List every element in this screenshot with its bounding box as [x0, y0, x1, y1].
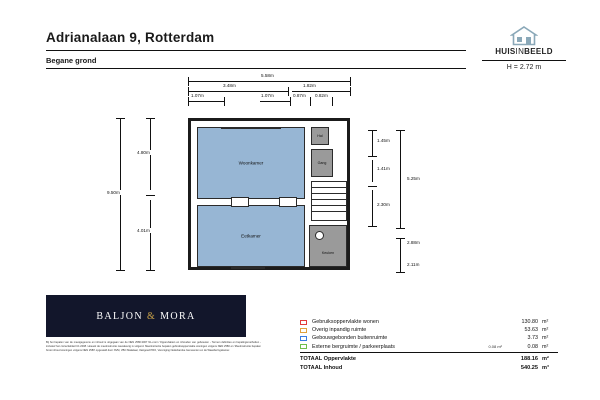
dim-right-total-line: [400, 130, 401, 228]
tick: [396, 228, 405, 229]
dim-top-f: 0.82m: [315, 93, 328, 98]
dim-right-d: 2.88m: [407, 240, 420, 245]
dim-top-e: 0.87m: [293, 93, 306, 98]
door-opening: [231, 197, 249, 207]
agency-logo-block: [46, 295, 246, 337]
dim-top-d: 1.07m: [261, 93, 274, 98]
legend-value: 130.80: [521, 319, 538, 326]
dim-top-c-line: [188, 101, 224, 102]
total-unit: m²: [542, 356, 549, 363]
stove-icon: [315, 231, 324, 240]
dim-top-total: 5.58m: [261, 73, 274, 78]
tick: [310, 97, 311, 106]
tick: [332, 97, 333, 106]
stair-step: [311, 193, 347, 194]
tick: [368, 186, 377, 187]
stair-step: [311, 187, 347, 188]
dim-top-b: 1.82m: [303, 83, 316, 88]
legend-unit: m²: [542, 319, 549, 326]
stair-step: [311, 205, 347, 206]
tick: [396, 238, 405, 239]
legend-unit: m²: [542, 335, 549, 342]
legend-label: Gebruiksoppervlakte wonen: [312, 319, 379, 326]
logo-divider: [482, 60, 566, 61]
logo-text-part2: IN: [515, 47, 525, 56]
tick: [188, 77, 189, 86]
agency-name-amp: &: [146, 310, 157, 322]
page-title: Adrianalaan 9, Rotterdam: [46, 30, 215, 45]
area-legend: [300, 318, 558, 372]
tick: [224, 97, 225, 106]
total-label: TOTAAL Oppervlakte: [300, 356, 356, 363]
legend-value: 3.73: [527, 335, 538, 342]
tick: [396, 130, 405, 131]
legend-row: [300, 318, 558, 326]
logo-text-part3: BEELD: [524, 47, 553, 56]
logo-text: [482, 47, 566, 56]
swatch-icon: [300, 328, 307, 333]
tick: [290, 97, 291, 106]
legend-value: 53.63: [524, 327, 538, 334]
legend-label: Externe bergruimte / parkeerplaats: [312, 343, 395, 350]
agency-name-left: BALJON: [96, 310, 144, 322]
tick: [350, 77, 351, 86]
legend-unit: m²: [542, 343, 549, 350]
tick: [116, 118, 125, 119]
legend-label: Gebouwgebonden buitenruimte: [312, 335, 388, 342]
swatch-icon: [300, 344, 307, 349]
tick: [368, 156, 377, 157]
total-value: 188.16: [520, 356, 538, 363]
dim-right-d-line: [400, 238, 401, 272]
dim-top-d-line: [260, 101, 290, 102]
dim-right-b-line: [372, 160, 373, 182]
front-door: [231, 267, 265, 269]
disclaimer-text: Bij het bepalen van de meetgegevens en inhoud is uitgegaan van de NEN 2580:2007 NL-norm 'Oppervlakten en inhouden van gebouwen - Termen definities en bepalingsmethoden - inclusief het correctieblad C1:2008. Hoewel de meetinstructie nauwkeurig is volgend. Meetinstructie bepalen gebruiksoppervlakte woningen volgens NEN 2580 en 'Meetinstructie bepalen bruto inhoud woningen volgens NEN 2580' opgesteld door NVM, VBO Makelaar, Vastgoed PRO, Vereniging Nederlandse Gemeenten en de Waarderingskamer.: [46, 341, 261, 352]
header-divider: [46, 50, 466, 51]
room-label-eetkamer: Eetkamer: [241, 233, 261, 239]
dim-right-total: 5.25m: [407, 176, 420, 181]
room-label-keuken: Keuken: [321, 251, 335, 255]
dim-top-a: 3.48m: [223, 83, 236, 88]
agency-name-right: MORA: [160, 310, 196, 322]
legend-row: [300, 343, 558, 351]
legend-note: 0.08 m²: [488, 344, 502, 350]
legend-row: [300, 334, 558, 342]
total-row: [300, 355, 558, 364]
subheader-divider: [46, 68, 466, 69]
tick: [288, 87, 289, 96]
agency-name: [96, 311, 195, 322]
dim-right-e: 2.11m: [407, 262, 420, 267]
total-label: TOTAAL Inhoud: [300, 364, 343, 371]
logo: [482, 26, 566, 71]
swatch-icon: [300, 320, 307, 325]
floor-label: Begane grond: [46, 56, 97, 65]
dim-left-a: 4.80m: [137, 150, 150, 155]
tick: [116, 270, 125, 271]
dim-right-a: 1.45m: [377, 138, 390, 143]
total-row: [300, 363, 558, 372]
total-value: 540.25: [520, 364, 538, 371]
door-opening: [279, 197, 297, 207]
window-rear: [221, 127, 281, 129]
tick: [188, 97, 189, 106]
tick: [350, 87, 351, 96]
logo-text-part1: HUIS: [495, 47, 516, 56]
dim-right-c: 2.30m: [377, 202, 390, 207]
legend-value: 0.08: [527, 343, 538, 350]
room-label-gang: Gang: [317, 161, 327, 165]
legend-totals: [300, 355, 558, 372]
house-icon: [510, 26, 538, 46]
legend-divider: [300, 352, 558, 353]
tick: [368, 226, 377, 227]
stair-step: [311, 199, 347, 200]
dim-top-total-line: [188, 81, 350, 82]
tick: [368, 130, 377, 131]
house-outline: [188, 118, 350, 270]
room-keuken: [309, 225, 347, 267]
dim-top-c: 1.07m: [191, 93, 204, 98]
dim-right-a-line: [372, 130, 373, 156]
legend-row: [300, 326, 558, 334]
swatch-icon: [300, 336, 307, 341]
tick: [146, 195, 155, 196]
stair-step: [311, 211, 347, 212]
dim-right-c-line: [372, 190, 373, 226]
room-label-woonkamer: Woonkamer: [238, 160, 264, 166]
dim-top-a-line: [188, 91, 288, 92]
ceiling-height-note: H = 2.72 m: [506, 64, 542, 71]
dim-left-b-line: [150, 200, 151, 270]
tick: [146, 270, 155, 271]
tick: [188, 87, 189, 96]
room-label-hal: Hal: [317, 134, 323, 138]
dim-left-b: 4.01m: [137, 228, 150, 233]
legend-unit: m²: [542, 327, 549, 334]
legend-label: Overig inpandig ruimte: [312, 327, 367, 334]
dim-right-b: 1.41m: [377, 166, 390, 171]
tick: [146, 118, 155, 119]
total-unit: m³: [542, 364, 549, 371]
dim-left-total: 9.50m: [107, 190, 120, 195]
dim-top-b-line: [292, 91, 350, 92]
floorplan-drawing: [107, 73, 470, 280]
tick: [396, 272, 405, 273]
